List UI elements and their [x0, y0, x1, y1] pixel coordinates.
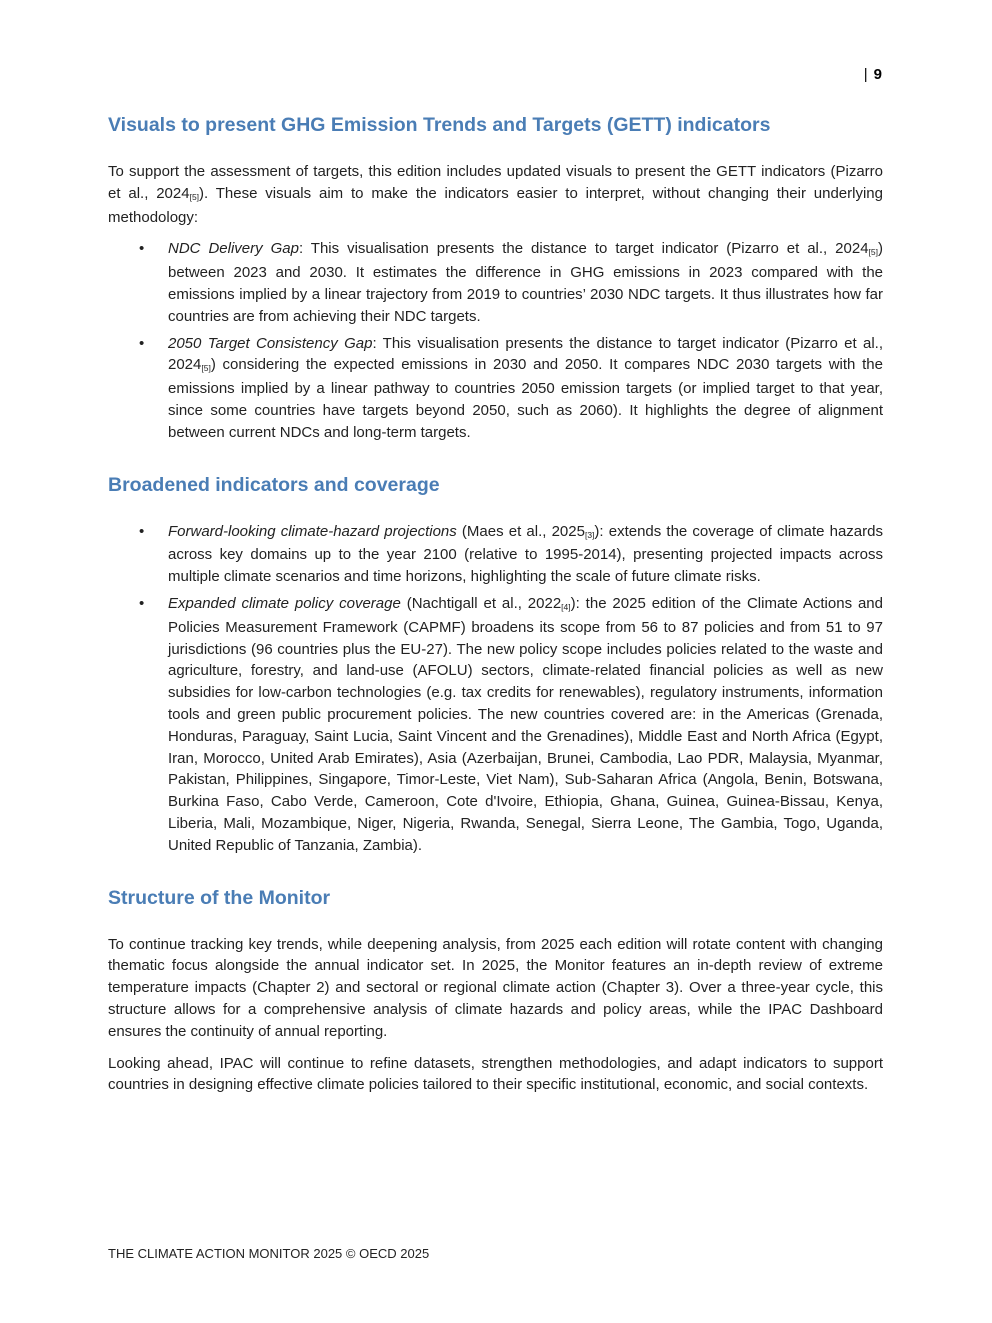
section-intro-paragraph: To support the assessment of targets, this edition includes updated visuals to present the GETT indicators (Pizarro et al., $2024_{[5]}$). These visuals aim to make the indicators easier to interpret, without changing their underlying methodology: — [108, 163, 883, 226]
citation-ref[interactable]: [5] — [201, 363, 211, 374]
page-number — [864, 66, 882, 83]
citation-ref[interactable]: [4] — [561, 601, 571, 612]
bullet-lead: NDC Delivery Gap — [168, 240, 299, 258]
section-gett-visuals — [108, 112, 883, 444]
section-structure-of-monitor — [108, 885, 883, 1097]
page-content — [108, 112, 883, 1106]
list-item: • Expanded climate policy coverage (Nachtigall et al., $2022_{[4]}$): the 2025 edition of the Climate Actions and Policies Measurement Framework (CAPMF) broadens its scope from 56 to 87 policies and from 51 to 97 jurisdictions (96 countries plus the EU-27). The new policy scope includes policies related to the waste and agriculture, forestry, and land-use (AFOLU) sectors, climate-related financial policies as well as new subsidies for low-carbon technologies (e.g. tax credits for renewables), regulatory instruments, information tools and green public procurement policies. The new countries covered are: in the Americas (Grenada, Honduras, Paraguay, Saint Lucia, Saint Vincent and the Grenadines), Middle East and North Africa (Egypt, Iran, Morocco, United Arab Emirates), Asia (Azerbaijan, Brunei, Cambodia, Lao PDR, Malaysia, Myanmar, Pakistan, Philippines, Singapore, Timor-Leste, Viet Nam), Sub-Saharan Africa (Angola, Benin, Botswana, Burkina Faso, Cabo Verde, Cameroon, Cote d'Ivoire, Ethiopia, Ghana, Guinea, Guinea-Bissau, Kenya, Liberia, Mali, Mozambique, Niger, Nigeria, Rwanda, Senegal, Sierra Leone, The Gambia, Togo, Uganda, United Republic of Tanzania, Zambia). — [139, 594, 883, 854]
section-heading: Broadened indicators and coverage — [108, 473, 440, 496]
bullet-dot-icon: • — [139, 334, 145, 352]
bullet-list — [108, 238, 883, 443]
list-item: • NDC Delivery Gap: This visualisation presents the distance to target indicator (Pizarro et al., $2024_{[5]}$) between 2023 and 2030. It estimates the difference in GHG emissions in 2023 compared with the emissions implied by a linear trajectory from 2019 to countries’ 2030 NDC targets. It thus illustrates how far countries are from achieving their NDC targets. — [139, 240, 883, 325]
body-paragraph: To continue tracking key trends, while deepening analysis, from 2025 each edition will rotate content with changing thematic focus alongside the annual indicator set. In 2025, the Monitor features an in-depth review of extreme temperature impacts (Chapter 2) and sectoral or regional climate action (Chapter 3). Over a three-year cycle, this structure allows for a comprehensive analysis of climate hazards and policy areas, while the IPAC Dashboard ensures the continuity of annual reporting. — [108, 935, 883, 1040]
citation-ref[interactable]: [5] — [868, 247, 878, 258]
citation-ref[interactable]: [5] — [189, 191, 200, 202]
bullet-lead: Expanded climate policy coverage — [168, 594, 401, 612]
bullet-list — [108, 521, 883, 857]
bullet-dot-icon: • — [139, 240, 145, 258]
bullet-dot-icon: • — [139, 522, 145, 540]
list-item: • Forward-looking climate-hazard projections (Maes et al., $2025_{[3]}$): extends the coverage of climate hazards across key domains up to the year 2100 (relative to 1995-2014), presenting projected impacts across multiple climate scenarios and time horizons, highlighting the scale of future climate risks. — [139, 522, 883, 586]
section-broadened-indicators — [108, 472, 883, 857]
section-heading: Structure of the Monitor — [108, 886, 331, 909]
page-number-separator: | — [863, 66, 868, 83]
list-item: • 2050 Target Consistency Gap: This visualisation presents the distance to target indicator (Pizarro et al., $2024_{[5]}$) considering the expected emissions in 2030 and 2050. It compares NDC 2030 targets with the emissions implied by a linear pathway to countries 2050 emission targets (or implied target to that year, since some countries have targets beyond 2050, such as 2060). It highlights the degree of alignment between current NDCs and long-term targets. — [139, 334, 883, 441]
section-heading: Visuals to present GHG Emission Trends and Targets (GETT) indicators — [108, 114, 771, 136]
bullet-lead: 2050 Target Consistency Gap — [168, 334, 373, 352]
page-number-value: 9 — [873, 66, 882, 83]
bullet-lead: Forward-looking climate-hazard projections — [168, 522, 457, 540]
page-footer: THE CLIMATE ACTION MONITOR 2025 © OECD 2025 — [108, 1246, 430, 1261]
citation-ref[interactable]: [3] — [584, 529, 595, 540]
bullet-dot-icon: • — [139, 594, 145, 612]
body-paragraph: Looking ahead, IPAC will continue to refine datasets, strengthen methodologies, and adapt indicators to support countries in designing effective climate policies tailored to their specific institutional, economic, and social contexts. — [108, 1054, 883, 1094]
